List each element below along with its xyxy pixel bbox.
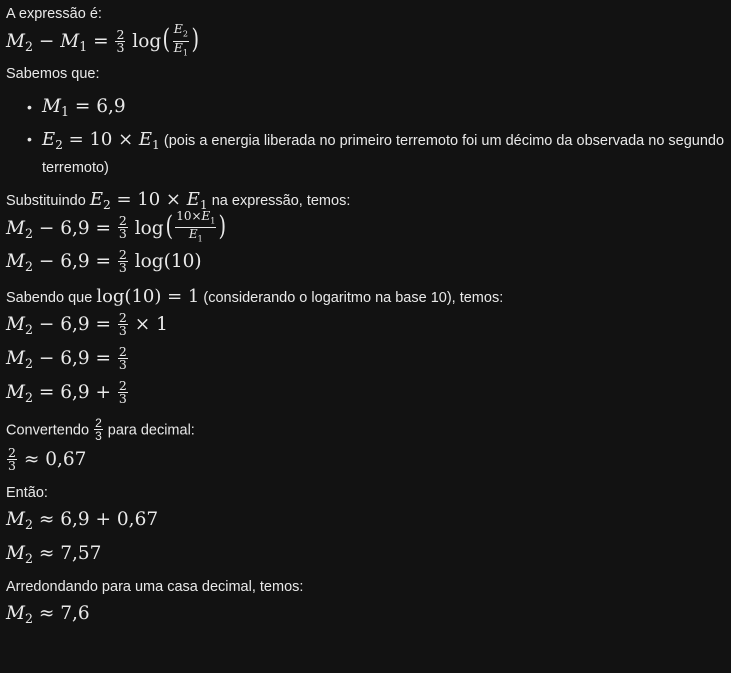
log-prefix: Sabendo que: [6, 290, 93, 306]
convert-prefix: Convertendo: [6, 422, 90, 439]
log-line: Sabendo que log(10) = 1 (considerando o logaritmo na base 10), temos:: [6, 286, 504, 307]
equation-log-1: $M_2 - 6,9$ = $\frac{2}{3}$ × 1: [6, 309, 168, 338]
rounded-value: 7,6: [60, 603, 90, 624]
sum-value: 7,57: [60, 543, 102, 564]
round-text: Arredondando para uma casa decimal, temos:: [6, 579, 304, 595]
equation-sub-2: $M_2 - 6,9$ = $\frac{2}{3}$ log(10): [6, 246, 202, 275]
log-suffix: (considerando o logaritmo na base 10), temos:: [203, 290, 504, 306]
equation-then-1: $M_2 \approx 6,9 + 0,67$: [6, 509, 159, 533]
substitute-line: Substituindo $E_2 = 10 \times E_1$ na expressão, temos:: [6, 189, 351, 212]
list-item: • $E_2 = 10 \times E_1$ (pois a energia liberada no primeiro terremoto foi um décimo da observada no segundo terremoto): [27, 129, 725, 176]
intro-text: A expressão é:: [6, 6, 102, 22]
known-text: Sabemos que:: [6, 66, 100, 82]
substitute-suffix: na expressão, temos:: [211, 193, 351, 209]
then-text: Então:: [6, 485, 48, 501]
approx-value: 0,67: [45, 449, 87, 470]
equation-final: $M_2 \approx 7,6$: [6, 603, 90, 627]
equation-sub-1: $M_2 - 6,9$ = $\frac{2}{3}$ log( $\frac{10\times E_1}{E_1}$ ): [6, 209, 227, 244]
equation-log-3: $M_2 = 6,9$ + $\frac{2}{3}$: [6, 377, 127, 406]
known-list: [6, 90, 728, 182]
solution-content: [6, 4, 728, 631]
m1-value: 6,9: [96, 96, 126, 117]
equation-main: $M_2 - M_1$ = $\frac{2}{3}$ log( $\frac{E_2}{E_1}$ ): [6, 21, 200, 57]
convert-line: Convertendo $\frac{2}{3}$ para decimal:: [6, 416, 195, 443]
bullet-note: (pois a energia liberada no primeiro terremoto foi um décimo da observada no segundo terremoto): [42, 133, 725, 176]
equation-convert: $\frac{2}{3}$ ≈ 0,67: [8, 444, 87, 473]
list-item: • $M_1 = 6,9$: [27, 96, 126, 120]
equation-log-2: $M_2 - 6,9$ = $\frac{2}{3}$: [6, 343, 127, 372]
substitute-prefix: Substituindo: [6, 193, 86, 209]
equation-then-2: $M_2 \approx 7,57$: [6, 543, 102, 567]
convert-suffix: para decimal:: [107, 422, 195, 439]
